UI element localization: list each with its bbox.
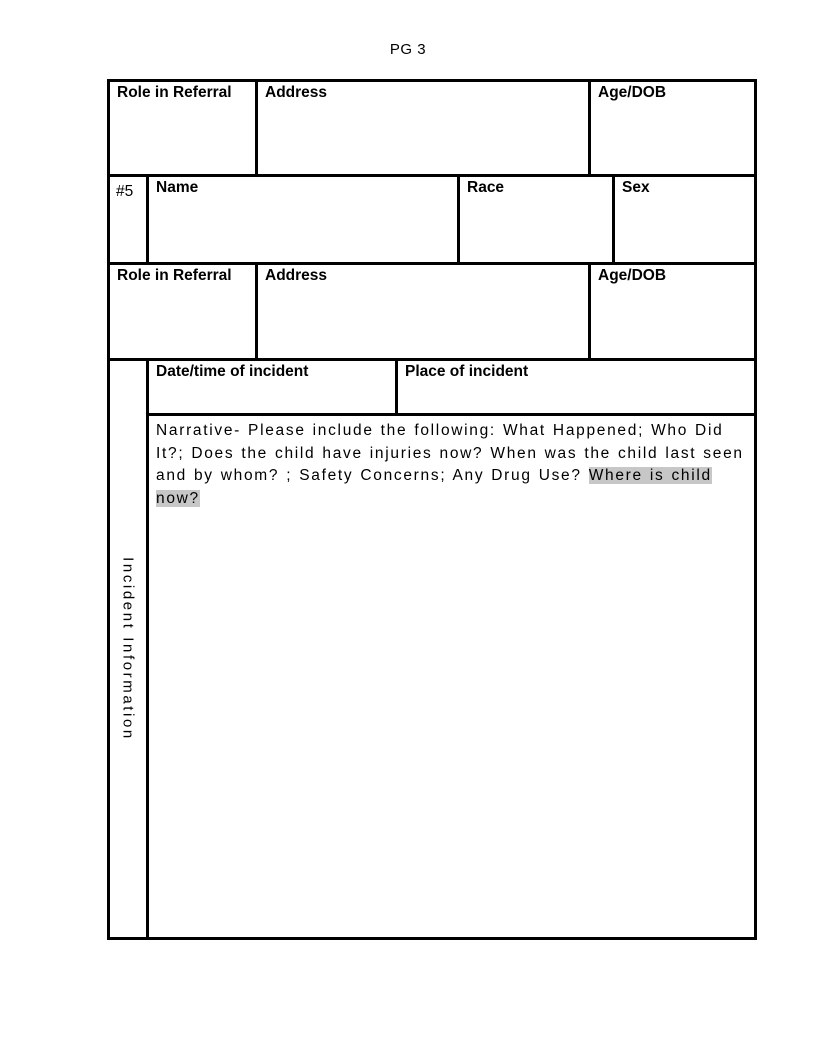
age-dob-label: Age/DOB [598,267,667,284]
person-number-label: #5 [116,183,134,200]
name-cell-5[interactable] [146,174,460,265]
address-label: Address [265,267,328,284]
person-number-cell [107,174,149,265]
name-label: Name [156,179,199,196]
incident-information-label: Incident Information [119,557,137,741]
role-in-referral-cell-4[interactable] [107,79,258,177]
page-number: PG 3 [389,41,427,58]
race-label: Race [467,179,505,196]
role-in-referral-label: Role in Referral [117,84,232,101]
place-of-incident-cell[interactable] [395,358,757,416]
role-in-referral-cell-5[interactable] [107,262,258,361]
address-label: Address [265,84,328,101]
sex-cell-5[interactable] [612,174,757,265]
incident-information-sidebar [107,358,149,940]
address-cell-5[interactable] [255,262,591,361]
age-dob-label: Age/DOB [598,84,667,101]
date-time-of-incident-label: Date/time of incident [156,363,309,380]
narrative-cell[interactable] [146,413,757,940]
age-dob-cell-5[interactable] [588,262,757,361]
age-dob-cell-4[interactable] [588,79,757,177]
narrative-highlight: Where is child now? [156,467,712,507]
narrative-instructions [156,420,748,510]
race-cell-5[interactable] [457,174,615,265]
date-time-of-incident-cell[interactable] [146,358,398,416]
role-in-referral-label: Role in Referral [117,267,232,284]
address-cell-4[interactable] [255,79,591,177]
place-of-incident-label: Place of incident [405,363,529,380]
narrative-text: Narrative- Please include the following: What Happened; Who Did It?; Does the child have injuries now? When was the child last seen and by whom? ; Safety Concerns; Any Drug Use? [156,422,744,484]
sex-label: Sex [622,179,650,196]
